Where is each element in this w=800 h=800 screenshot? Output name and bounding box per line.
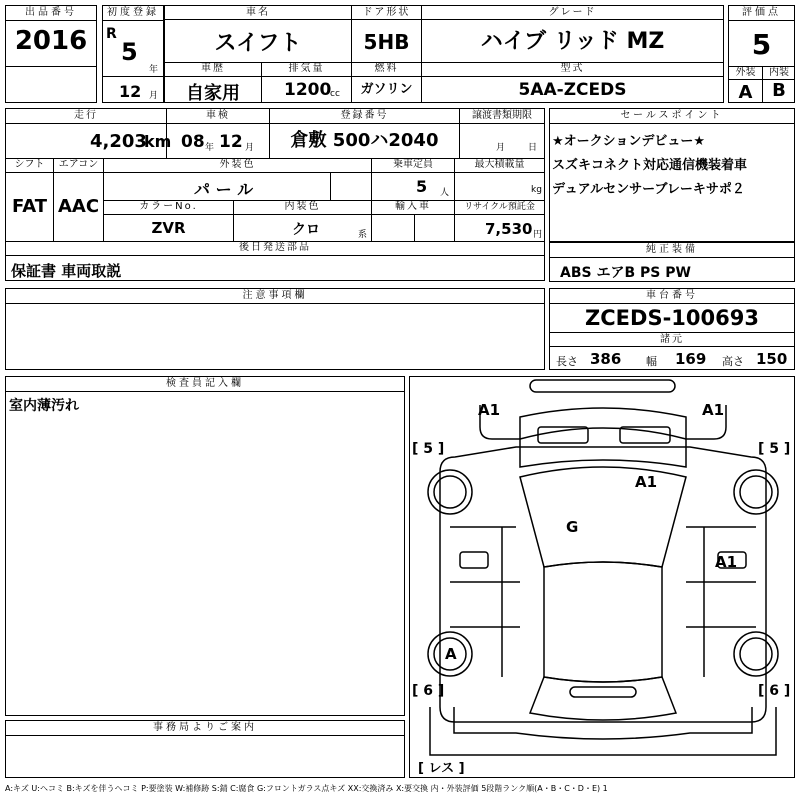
body-outline — [440, 447, 766, 722]
score-box — [728, 5, 795, 103]
damage-diagram — [409, 376, 795, 778]
fuel-label: 燃料 — [351, 62, 421, 77]
legend: A:キズ U:ヘコミ B:キズを伴うヘコミ P:要塗装 W:補修跡 S:錆 C:腐食 G:フロントガラス点キズ XX:交換済み X:要交換 内・外装評価 5段階ランク順(A・B・C・D・E) 1 — [5, 784, 608, 793]
tire-code-front-left: [ 5 ] — [412, 441, 445, 457]
sales-points-box — [549, 108, 795, 242]
lot-label: 出品番号 — [6, 6, 96, 21]
exterior-label: 外装 — [729, 66, 762, 80]
inspection-cell — [166, 124, 269, 158]
inspection-label: 車検 — [166, 109, 269, 124]
rear-window — [530, 677, 676, 720]
capacity: 5 — [416, 177, 428, 196]
interior-color: クロ — [292, 222, 320, 238]
model: 5AA-ZCEDS — [421, 77, 723, 103]
mileage: 4,203 — [90, 131, 147, 152]
spare-tire-code: [ レス ] — [418, 761, 465, 776]
later-parts: 保証書 車両取説 — [11, 262, 122, 280]
displacement: 1200 — [284, 80, 332, 100]
sales-points-label: セールスポイント — [550, 109, 794, 124]
grade-label: グレード — [421, 6, 723, 20]
inspection-month-unit: 月 — [245, 143, 255, 153]
max-load-label: 最大積載量 — [454, 158, 544, 173]
tire-code-rear-left: [ 6 ] — [412, 683, 445, 699]
rear-lamp-bar — [570, 687, 636, 697]
car-outline-diagram — [410, 377, 796, 779]
equipment-label: 純正装備 — [550, 243, 794, 258]
plate-label: 登録番号 — [269, 109, 459, 124]
chassis-box — [549, 288, 795, 370]
capacity-unit: 人 — [440, 188, 450, 198]
damage-mark: A1 — [715, 553, 738, 571]
mileage-cell — [6, 124, 172, 158]
history: 自家用 — [186, 83, 240, 104]
transfer-day-unit: 日 — [528, 143, 538, 153]
details-box — [5, 108, 545, 281]
color-label: 外装色 — [103, 158, 371, 173]
displacement-unit: cc — [330, 89, 340, 99]
divider — [103, 76, 163, 77]
chassis-number: ZCEDS-100693 — [585, 306, 759, 330]
recycle-fee: 7,530 — [485, 220, 533, 238]
ac: AAC — [53, 173, 103, 241]
mirror-left — [460, 552, 488, 568]
inspector-box — [5, 376, 405, 716]
inspection-year-unit: 年 — [205, 143, 215, 153]
displacement-cell — [261, 77, 351, 103]
interior-color-label: 内装色 — [233, 200, 371, 215]
damage-mark: A — [445, 645, 457, 663]
interior-color-cell — [233, 215, 371, 241]
score: 5 — [751, 28, 772, 61]
chassis-label: 車台番号 — [550, 289, 794, 304]
recycle-unit: 円 — [533, 230, 543, 240]
car-name-label: 車名 — [165, 6, 351, 20]
height-label: 高さ — [722, 355, 744, 368]
import-label: 輸入車 — [371, 200, 454, 215]
color-number: ZVR — [103, 215, 233, 241]
shift: FAT — [11, 196, 48, 217]
sales-point-line: スズキコネクト対応通信機装着車 — [552, 158, 748, 173]
interior-label: 内装 — [762, 66, 795, 80]
transfer-label: 譲渡書類期限 — [459, 109, 544, 124]
width-value: 169 — [675, 350, 707, 368]
divider — [6, 66, 96, 67]
main-info-box — [164, 5, 724, 103]
tire-code-front-right: [ 5 ] — [758, 441, 791, 457]
month-value: 12 — [119, 82, 142, 101]
damage-mark: G — [566, 518, 579, 536]
plate: 倉敷 500ハ2040 — [269, 124, 459, 158]
year-unit: 年 — [149, 65, 159, 75]
month-unit: 月 — [149, 91, 159, 101]
office-label: 事務局よりご案内 — [6, 721, 404, 736]
roof-bar — [530, 380, 675, 392]
first-reg-label: 初度登録 — [103, 6, 163, 21]
damage-mark: A1 — [635, 473, 658, 491]
notes-box — [5, 288, 545, 370]
lot-number: 2016 — [14, 26, 88, 56]
tire-code-rear-right: [ 6 ] — [758, 683, 791, 699]
history-label: 車歴 — [165, 62, 261, 77]
inspection-year: 08 — [181, 132, 205, 152]
ac-label: エアコン — [53, 158, 103, 173]
equipment-box — [549, 242, 795, 282]
divider — [330, 173, 331, 200]
roof — [544, 562, 662, 682]
door-label: ドア形状 — [351, 6, 421, 20]
divider — [414, 215, 415, 241]
later-parts-label: 後日発送部品 — [6, 241, 544, 256]
inspector-label: 検査員記入欄 — [6, 377, 404, 392]
displacement-label: 排気量 — [261, 62, 351, 77]
year-value: 5 — [121, 38, 138, 66]
windshield — [520, 467, 686, 567]
import-cell — [371, 215, 454, 241]
specs-label: 諸元 — [550, 332, 794, 347]
max-load-cell — [454, 173, 544, 200]
color-no-label: カラーNo. — [103, 200, 233, 215]
mileage-unit: km — [144, 132, 172, 151]
shift-label: シフト — [6, 158, 53, 173]
sales-point-line: デュアルセンサーブレーキサポ２ — [552, 182, 745, 197]
color: パ ー ル — [194, 180, 254, 199]
exterior-grade: A — [738, 82, 753, 103]
model-label: 型式 — [421, 62, 723, 77]
color-cell — [103, 173, 371, 200]
office-box — [5, 720, 405, 778]
front-bumper — [480, 405, 726, 439]
era-value: R — [106, 26, 117, 42]
capacity-label: 乗車定員 — [371, 158, 454, 173]
grade: ハイブ リッド MZ — [421, 20, 723, 68]
lot-box — [5, 5, 97, 103]
mileage-label: 走行 — [6, 109, 166, 124]
rear-frame — [430, 707, 776, 755]
recycle-label: リサイクル預託金 — [454, 200, 544, 215]
interior-color-unit: 系 — [358, 230, 368, 240]
notes-label: 注意事項欄 — [6, 289, 544, 304]
recycle-cell — [454, 215, 544, 241]
width-label: 幅 — [646, 355, 657, 368]
inspector-note: 室内薄汚れ — [9, 398, 79, 414]
interior-grade: B — [762, 80, 795, 102]
transfer-cell — [459, 124, 544, 158]
damage-mark: A1 — [478, 401, 501, 419]
equipment: ABS エアB PS PW — [560, 265, 691, 281]
length-value: 386 — [590, 350, 622, 368]
length-label: 長さ — [556, 355, 578, 368]
door-type: 5HB — [351, 20, 421, 68]
max-load-unit: kg — [531, 185, 542, 195]
capacity-cell — [371, 173, 454, 200]
height-value: 150 — [756, 350, 788, 368]
transfer-month-unit: 月 — [496, 143, 506, 153]
sales-point-line: ★オークションデビュー★ — [552, 134, 706, 149]
car-name: スイフト — [214, 31, 302, 56]
damage-mark: A1 — [702, 401, 725, 419]
inspection-month: 12 — [219, 132, 243, 152]
rear-bumper — [454, 707, 752, 739]
registration-box — [102, 5, 164, 103]
score-label: 評価点 — [729, 6, 794, 21]
fuel: ガソリン — [351, 77, 421, 103]
